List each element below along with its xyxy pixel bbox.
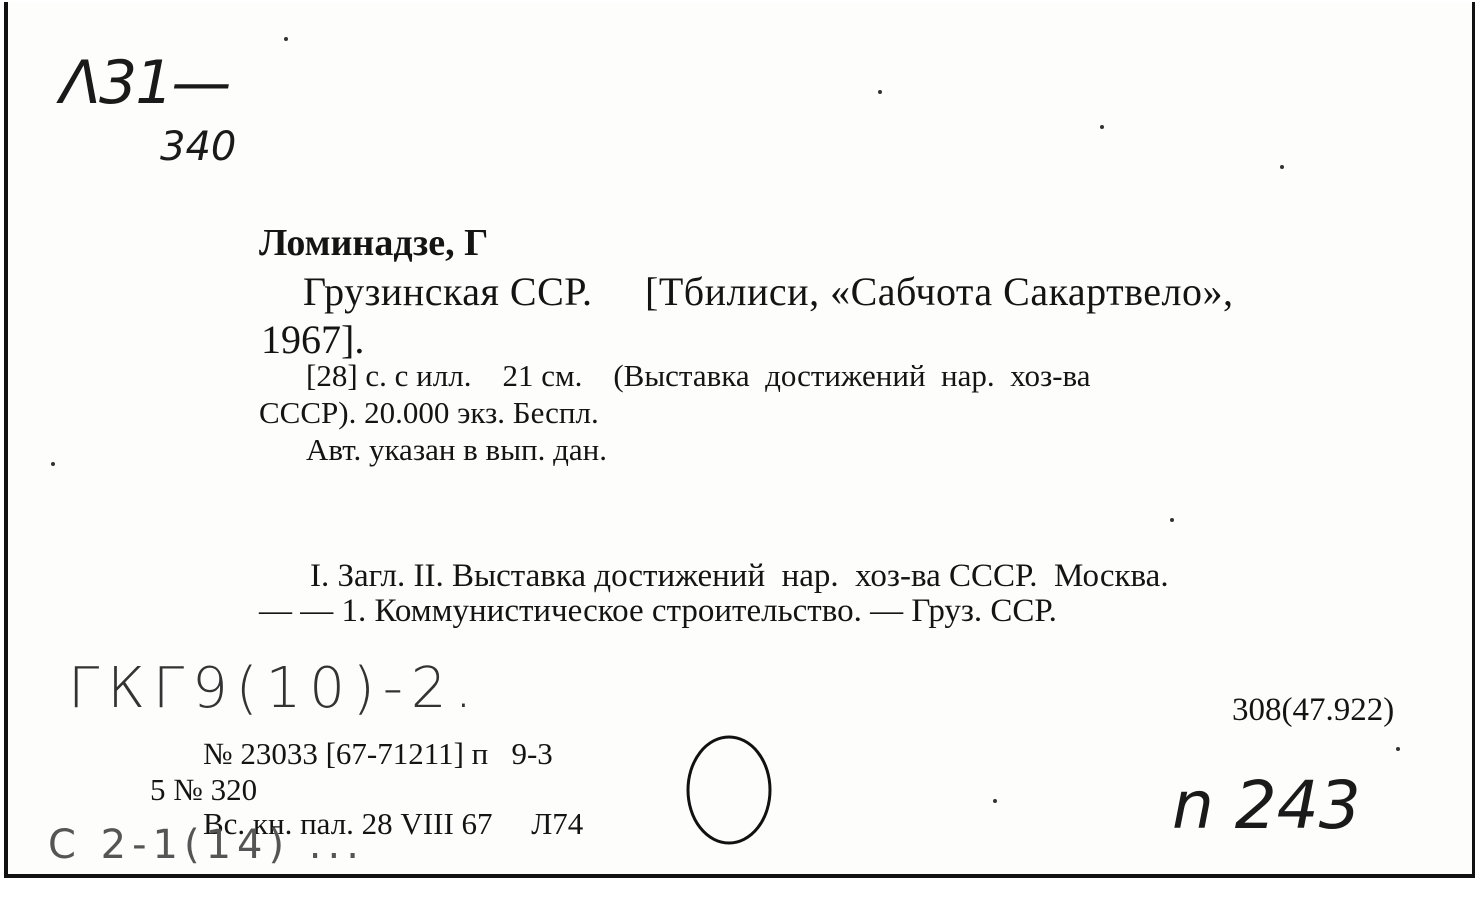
paper-speck	[878, 90, 882, 94]
paper-speck	[284, 37, 288, 41]
description-line-2: СССР). 20.000 экз. Беспл.	[259, 395, 599, 430]
shelf-mark-top: Λ31—	[60, 48, 230, 118]
title-line-1: Грузинская ССР. [Тбилиси, «Сабчота Сакартвело»,	[303, 269, 1234, 314]
description-line-1: [28] с. с илл. 21 см. (Выставка достижений нар. хоз-ва	[306, 358, 1091, 393]
shelf-mark-bottom: 340	[160, 124, 237, 170]
inventory-number: n 243	[1172, 767, 1361, 844]
order-line: № 23033 [67-71211] п 9-3	[203, 736, 553, 771]
circle-mark	[681, 729, 781, 849]
author-note: Авт. указан в вып. дан.	[306, 432, 607, 467]
catalog-card	[4, 2, 1475, 878]
title-line-2: 1967].	[261, 317, 365, 362]
tracings-line-2: — — 1. Коммунистическое строительство. — Груз. ССР.	[259, 593, 1057, 629]
paper-speck	[1280, 165, 1284, 169]
tracings-line-1: I. Загл. II. Выставка достижений нар. хоз-ва СССР. Москва.	[310, 558, 1169, 594]
stamp-line: Вс. кн. пал. 28 VIII 67 Л74	[203, 806, 584, 841]
paper-speck	[993, 799, 997, 803]
paper-speck	[1170, 518, 1174, 522]
author-heading: Ломинадзе, Г	[259, 222, 489, 264]
copy-line: 5 № 320	[150, 772, 258, 807]
paper-speck	[51, 462, 55, 466]
classification-code: ГКГ9(10)-2.	[68, 656, 481, 721]
paper-speck	[1100, 125, 1104, 129]
paper-speck	[1396, 747, 1400, 751]
bottom-note: С 2-1(14) ...	[48, 822, 365, 868]
udc-index: 308(47.922)	[1232, 692, 1395, 728]
